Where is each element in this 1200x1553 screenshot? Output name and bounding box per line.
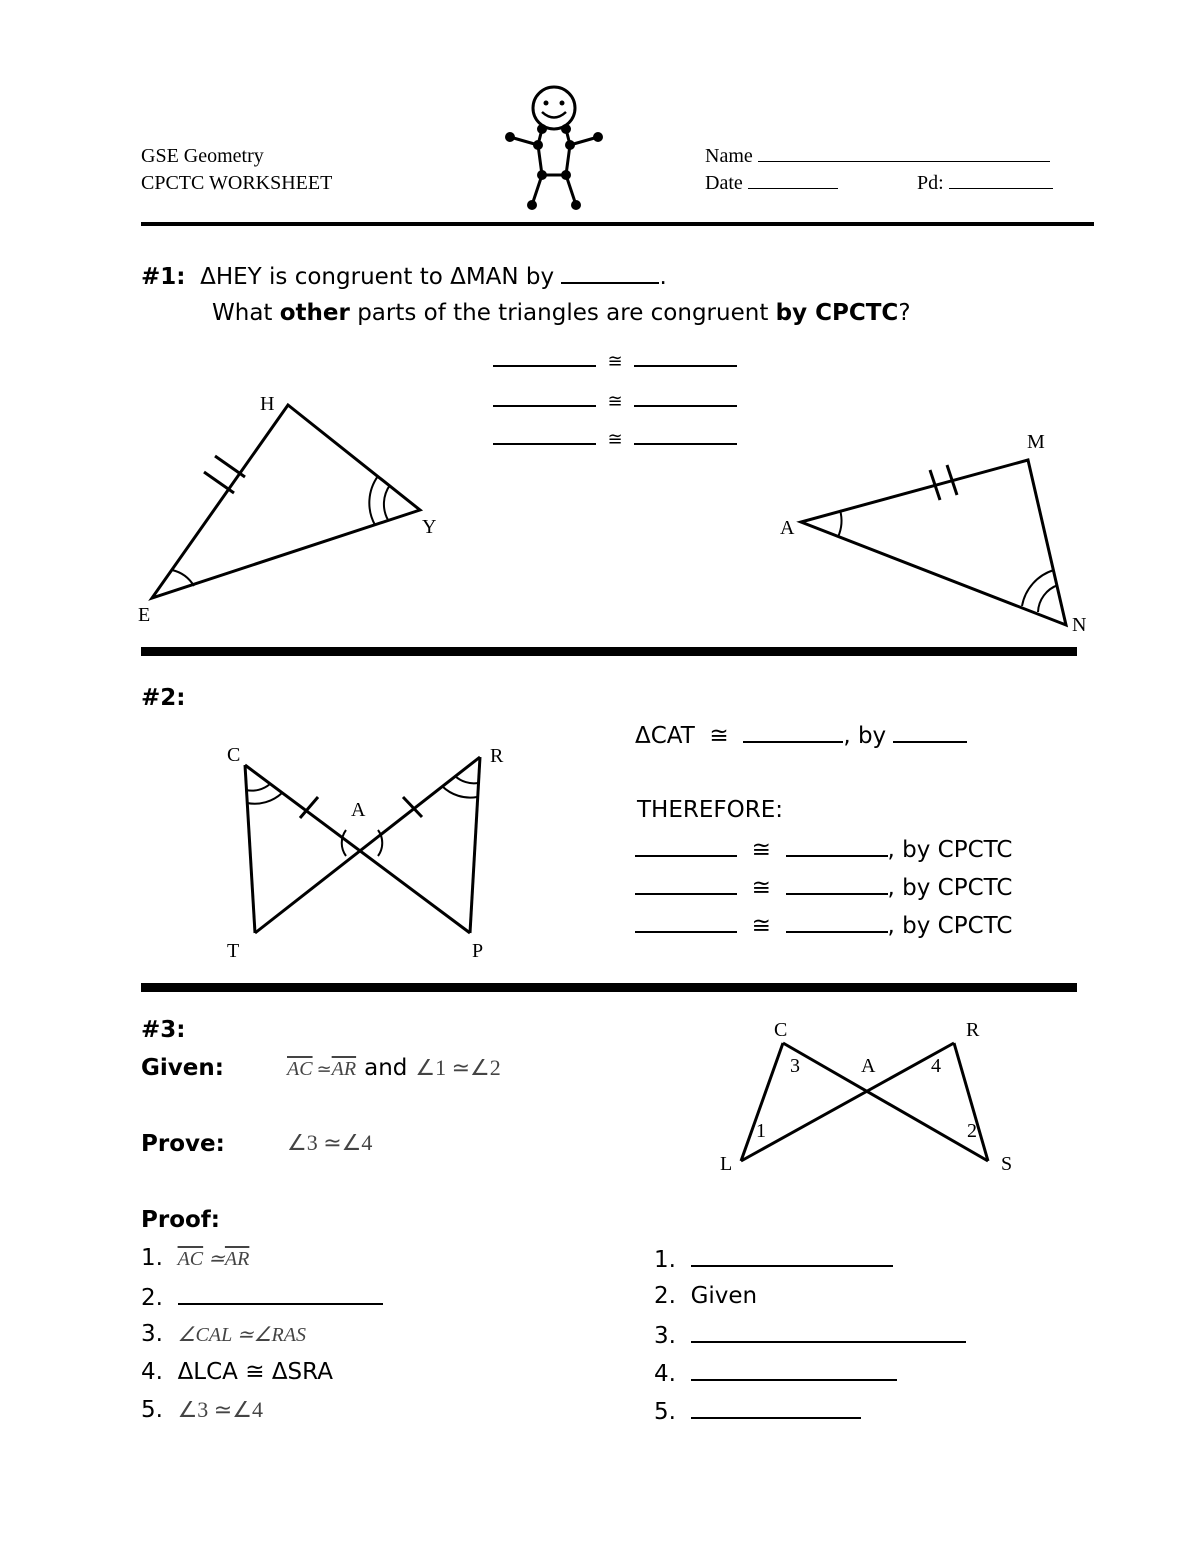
q3-given-label: Given: (141, 1055, 224, 1081)
q2-by-cpctc: , by CPCTC (887, 837, 1013, 863)
reason-number: 1. (654, 1247, 676, 1273)
q3-prove-statement: ∠3 ≃∠4 (287, 1130, 373, 1155)
proof-statement-3 (141, 1321, 306, 1347)
q2-therefore: THEREFORE: (637, 797, 783, 823)
congruent-symbol: ≅ (751, 837, 771, 863)
angle-label-4: 4 (931, 1055, 941, 1077)
statement-number: 2. (141, 1285, 163, 1311)
segment-ar: $\overline{AR}$ (224, 1248, 250, 1270)
vertex-label-r: R (966, 1019, 980, 1041)
q2-by-cpctc: , by CPCTC (887, 875, 1013, 901)
proof-statement-1: 1. $\overline{AC}$ $≃\overline{AR}$ (141, 1245, 250, 1271)
q1-prompt-other: other (279, 300, 350, 326)
date-label: Date (705, 172, 743, 194)
q3-given-statement: $\overline{AC}$ $≃\overline{AR}$ and ∠1 ≃∠2 (287, 1055, 501, 1081)
segment-ar: $\overline{AR}$ (331, 1058, 357, 1080)
q1-prompt-start: What (212, 300, 273, 326)
q3-proof-label: Proof: (141, 1207, 221, 1233)
reason-3-blank[interactable] (691, 1321, 966, 1343)
pd-label: Pd: (917, 172, 944, 194)
vertex-label-s: S (1001, 1153, 1013, 1175)
vertex-label-y: Y (422, 516, 437, 538)
congruent-symbol: ≅ (607, 351, 623, 372)
proof-reason-2 (654, 1283, 757, 1309)
angle-label-2: 2 (967, 1120, 977, 1142)
given-angles: ∠1 ≃∠2 (415, 1055, 501, 1080)
name-label: Name (705, 145, 753, 167)
angle-label-1: 1 (756, 1120, 766, 1142)
proof-reason-4 (654, 1359, 897, 1387)
statement-number: 3. (141, 1321, 163, 1347)
statement-number: 1. (141, 1245, 163, 1271)
congruent-symbol: ≅ (607, 429, 623, 450)
vertex-label-e: E (138, 604, 151, 626)
q1-prompt-end: ? (898, 300, 911, 326)
statement-2-blank[interactable] (178, 1283, 383, 1305)
vertex-label-l: L (720, 1153, 733, 1175)
statement-text: ∠3 ≃∠4 (177, 1397, 263, 1422)
vertex-label-c: C (774, 1019, 788, 1041)
congruent-symbol: ≅ (709, 723, 729, 749)
q2-number: #2: (141, 685, 186, 711)
proof-reason-5 (654, 1397, 861, 1425)
reason-number: 4. (654, 1361, 676, 1387)
proof-statement-5 (141, 1397, 263, 1423)
segment-ac: $\overline{AC}$ (287, 1058, 313, 1080)
vertex-label-n: N (1072, 614, 1087, 636)
reason-number: 5. (654, 1399, 676, 1425)
vertex-label-t: T (227, 940, 240, 962)
q3-prove-label: Prove: (141, 1131, 225, 1157)
vertex-label-m: M (1027, 431, 1045, 453)
worksheet-title: CPCTC WORKSHEET (141, 172, 333, 194)
angle-label-3: 3 (790, 1055, 800, 1077)
q1-number: #1: (141, 264, 186, 290)
reason-number: 3. (654, 1323, 676, 1349)
q1-prompt-mid: parts of the triangles are congruent (357, 300, 769, 326)
given-and: and (364, 1055, 408, 1081)
congruent-symbol: ≅ (607, 391, 623, 412)
congruent-symbol: ≅ (751, 875, 771, 901)
segment-ac: $\overline{AC}$ (177, 1248, 204, 1270)
reason-1-blank[interactable] (691, 1245, 893, 1267)
vertex-label-a: A (780, 517, 795, 539)
proof-reason-3 (654, 1321, 966, 1349)
q2-by-cpctc: , by CPCTC (887, 913, 1013, 939)
vertex-label-a: A (861, 1055, 876, 1077)
proof-statement-2 (141, 1283, 383, 1311)
reason-text: Given (690, 1283, 758, 1309)
reason-4-blank[interactable] (691, 1359, 897, 1381)
statement-text: ∠CAL ≃∠RAS (177, 1324, 306, 1346)
statement-number: 5. (141, 1397, 163, 1423)
statement-number: 4. (141, 1359, 163, 1385)
vertex-label-c: C (227, 744, 241, 766)
vertex-label-a: A (351, 799, 366, 821)
vertex-label-r: R (490, 745, 504, 767)
proof-statement-4 (141, 1359, 333, 1385)
q3-number: #3: (141, 1017, 186, 1043)
course-title: GSE Geometry (141, 145, 264, 167)
q1-statement-line: #1: ΔHEY is congruent to ΔMAN by . (141, 264, 667, 290)
vertex-label-p: P (472, 940, 484, 962)
proof-reason-1 (654, 1245, 893, 1273)
congruent-symbol: ≅ (751, 913, 771, 939)
vertex-label-h: H (260, 393, 275, 415)
reason-number: 2. (654, 1283, 676, 1309)
q1-prompt-by-cpctc: by CPCTC (775, 300, 899, 326)
q2-by: , by (843, 723, 887, 749)
q1-statement: ΔHEY is congruent to ΔMAN by (200, 264, 555, 290)
q2-statement: ΔCAT (635, 723, 695, 749)
statement-text: ΔLCA ≅ ΔSRA (177, 1359, 333, 1385)
reason-5-blank[interactable] (691, 1397, 861, 1419)
